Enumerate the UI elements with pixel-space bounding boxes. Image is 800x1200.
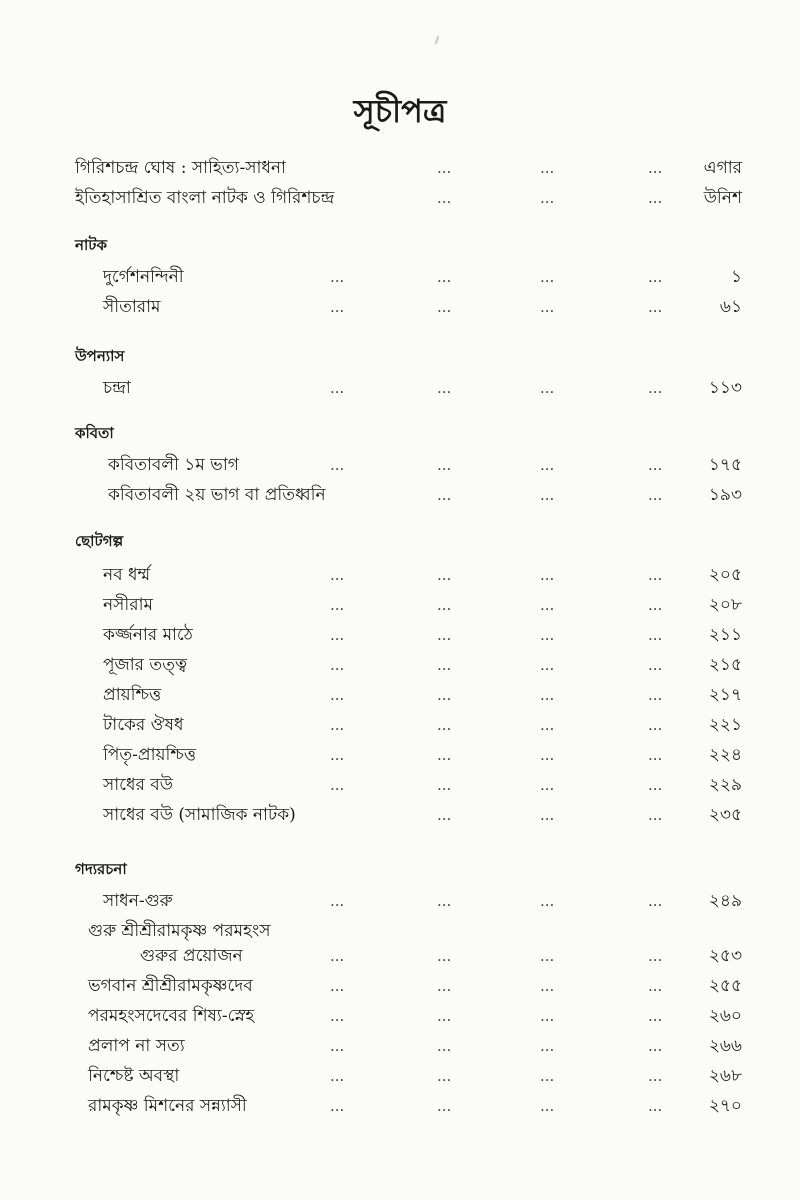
toc-entry <box>0 712 800 742</box>
leader-dots: ... <box>330 1067 345 1085</box>
leader-dots: ... <box>648 947 663 965</box>
leader-dots: ... <box>437 686 452 704</box>
leader-dots: ... <box>648 686 663 704</box>
toc-entry <box>0 888 800 918</box>
page-number: ২৬৬ <box>708 1036 742 1056</box>
toc-entry <box>0 943 800 973</box>
leader-dots: ... <box>540 298 555 316</box>
entry-title: পিতৃ-প্রায়শ্চিত্ত <box>103 745 197 765</box>
leader-dots: ... <box>330 1097 345 1115</box>
leader-dots: ... <box>648 892 663 910</box>
page-number: এগার <box>703 158 742 178</box>
leader-dots: ... <box>437 656 452 674</box>
leader-dots: ... <box>648 268 663 286</box>
page-number: ২২৪ <box>708 745 742 765</box>
entry-title: ভগবান শ্রীশ্রীরামকৃষ্ণদেব <box>88 976 253 996</box>
page-number: ২৫৩ <box>708 946 742 966</box>
entry-title: পরমহংসদেবের শিষ্য-স্নেহ <box>88 1006 255 1026</box>
leader-dots: ... <box>648 298 663 316</box>
leader-dots: ... <box>437 456 452 474</box>
toc-entry <box>0 1063 800 1093</box>
leader-dots: ... <box>330 746 345 764</box>
leader-dots: ... <box>437 716 452 734</box>
toc-entry <box>0 652 800 682</box>
entry-title: দুর্গেশনন্দিনী <box>103 267 184 287</box>
page-number: ২১৫ <box>708 655 742 675</box>
leader-dots: ... <box>540 189 555 207</box>
toc-entry <box>0 562 800 592</box>
leader-dots: ... <box>648 1067 663 1085</box>
leader-dots: ... <box>540 656 555 674</box>
toc-entry <box>0 155 800 185</box>
leader-dots: ... <box>437 159 452 177</box>
page-number: ২৬০ <box>708 1006 742 1026</box>
leader-dots: ... <box>437 977 452 995</box>
leader-dots: ... <box>648 1037 663 1055</box>
entry-title: চন্দ্রা <box>103 378 131 398</box>
leader-dots: ... <box>330 379 345 397</box>
toc-entry <box>0 592 800 622</box>
leader-dots: ... <box>330 716 345 734</box>
leader-dots: ... <box>437 1097 452 1115</box>
leader-dots: ... <box>330 298 345 316</box>
entry-title: নসীরাম <box>103 595 153 615</box>
leader-dots: ... <box>540 566 555 584</box>
leader-dots: ... <box>648 776 663 794</box>
toc-entry <box>0 772 800 802</box>
leader-dots: ... <box>330 596 345 614</box>
leader-dots: ... <box>540 977 555 995</box>
page-number: ২৪৯ <box>708 891 742 911</box>
leader-dots: ... <box>330 892 345 910</box>
page-number: ২০৮ <box>708 595 742 615</box>
leader-dots: ... <box>648 1097 663 1115</box>
paper-mark <box>435 36 440 44</box>
leader-dots: ... <box>540 159 555 177</box>
leader-dots: ... <box>540 1097 555 1115</box>
page-number: ২০৫ <box>708 565 742 585</box>
page-number: ১৯৩ <box>708 485 742 505</box>
leader-dots: ... <box>540 806 555 824</box>
leader-dots: ... <box>540 892 555 910</box>
toc-entry <box>0 294 800 324</box>
entry-title: পূজার তত্ত্ব <box>103 655 188 675</box>
leader-dots: ... <box>437 596 452 614</box>
leader-dots: ... <box>648 626 663 644</box>
leader-dots: ... <box>540 1067 555 1085</box>
leader-dots: ... <box>540 776 555 794</box>
toc-entry <box>0 375 800 405</box>
leader-dots: ... <box>330 456 345 474</box>
leader-dots: ... <box>540 716 555 734</box>
entry-title: রামকৃষ্ণ মিশনের সন্ন্যাসী <box>88 1096 247 1116</box>
entry-title: গিরিশচন্দ্র ঘোষ : সাহিত্য-সাধনা <box>75 158 286 178</box>
entry-title: নব ধর্ম্ম <box>103 565 151 585</box>
leader-dots: ... <box>648 596 663 614</box>
leader-dots: ... <box>648 977 663 995</box>
leader-dots: ... <box>437 189 452 207</box>
page-number: ২৭০ <box>708 1096 742 1116</box>
page-number: ২৬৮ <box>708 1066 742 1086</box>
toc-entry <box>0 682 800 712</box>
leader-dots: ... <box>437 776 452 794</box>
leader-dots: ... <box>648 746 663 764</box>
leader-dots: ... <box>648 1007 663 1025</box>
leader-dots: ... <box>437 268 452 286</box>
page-number: ১ <box>730 267 742 287</box>
section-heading: নাটক <box>75 236 107 254</box>
leader-dots: ... <box>330 947 345 965</box>
entry-title: সাধের বউ (সামাজিক নাটক) <box>103 805 296 825</box>
toc-entry <box>0 973 800 1003</box>
entry-title: গুরু শ্রীশ্রীরামকৃষ্ণ পরমহংস <box>88 921 271 941</box>
leader-dots: ... <box>330 656 345 674</box>
leader-dots: ... <box>437 566 452 584</box>
toc-entry <box>0 1003 800 1033</box>
leader-dots: ... <box>437 379 452 397</box>
toc-entry <box>0 452 800 482</box>
page-number: ২৩৫ <box>708 805 742 825</box>
leader-dots: ... <box>437 1037 452 1055</box>
entry-title: কবিতাবলী ১ম ভাগ <box>108 455 239 475</box>
entry-title: সাধের বউ <box>103 775 173 795</box>
page-title: সূচীপত্র <box>353 92 447 130</box>
leader-dots: ... <box>437 746 452 764</box>
leader-dots: ... <box>437 806 452 824</box>
toc-entry <box>0 482 800 512</box>
leader-dots: ... <box>648 656 663 674</box>
entry-title: কর্জ্জনার মাঠে <box>103 625 193 645</box>
leader-dots: ... <box>540 379 555 397</box>
page-number: ১১৩ <box>708 378 742 398</box>
page-number: ২১৭ <box>708 685 742 705</box>
leader-dots: ... <box>648 806 663 824</box>
leader-dots: ... <box>648 189 663 207</box>
leader-dots: ... <box>540 1007 555 1025</box>
entry-title: প্রলাপ না সত্য <box>88 1036 185 1056</box>
toc-entry <box>0 802 800 832</box>
leader-dots: ... <box>540 947 555 965</box>
toc-entry <box>0 622 800 652</box>
leader-dots: ... <box>540 486 555 504</box>
toc-entry <box>0 264 800 294</box>
section-heading: কবিতা <box>75 424 114 442</box>
leader-dots: ... <box>648 716 663 734</box>
leader-dots: ... <box>330 1007 345 1025</box>
entry-title: সীতারাম <box>103 297 161 317</box>
leader-dots: ... <box>437 947 452 965</box>
page-number: ২২৯ <box>708 775 742 795</box>
leader-dots: ... <box>648 456 663 474</box>
leader-dots: ... <box>648 379 663 397</box>
entry-title: গুরুর প্রয়োজন <box>140 946 243 966</box>
entry-title: কবিতাবলী ২য় ভাগ বা প্রতিধ্বনি <box>108 485 326 505</box>
leader-dots: ... <box>540 626 555 644</box>
leader-dots: ... <box>330 1037 345 1055</box>
leader-dots: ... <box>437 1067 452 1085</box>
toc-entry <box>0 1033 800 1063</box>
section-heading: উপন্যাস <box>75 347 125 365</box>
leader-dots: ... <box>437 892 452 910</box>
entry-title: সাধন-গুরু <box>103 891 173 911</box>
entry-title: নিশ্চেষ্ট অবস্থা <box>88 1066 180 1086</box>
section-heading: ছোটগল্প <box>75 532 124 550</box>
page-number: উনিশ <box>703 188 742 208</box>
page-number: ২১১ <box>708 625 742 645</box>
leader-dots: ... <box>540 268 555 286</box>
leader-dots: ... <box>540 746 555 764</box>
leader-dots: ... <box>330 566 345 584</box>
toc-entry <box>0 185 800 215</box>
entry-title: প্রায়শ্চিত্ত <box>103 685 162 705</box>
leader-dots: ... <box>330 776 345 794</box>
toc-entry <box>0 742 800 772</box>
page-number: ২২১ <box>708 715 742 735</box>
section-heading: গদ্যরচনা <box>75 860 127 878</box>
leader-dots: ... <box>437 626 452 644</box>
page-number: ৬১ <box>719 297 742 317</box>
leader-dots: ... <box>437 1007 452 1025</box>
leader-dots: ... <box>648 566 663 584</box>
leader-dots: ... <box>540 456 555 474</box>
leader-dots: ... <box>330 686 345 704</box>
page-number: ২৫৫ <box>708 976 742 996</box>
leader-dots: ... <box>330 268 345 286</box>
page-number: ১৭৫ <box>708 455 742 475</box>
toc-entry <box>0 1093 800 1123</box>
leader-dots: ... <box>437 486 452 504</box>
entry-title: টাকের ঔষধ <box>103 715 184 735</box>
leader-dots: ... <box>540 596 555 614</box>
leader-dots: ... <box>540 1037 555 1055</box>
leader-dots: ... <box>540 686 555 704</box>
leader-dots: ... <box>330 977 345 995</box>
leader-dots: ... <box>648 486 663 504</box>
entry-title: ইতিহাসাশ্রিত বাংলা নাটক ও গিরিশচন্দ্র <box>75 188 335 208</box>
leader-dots: ... <box>437 298 452 316</box>
leader-dots: ... <box>648 159 663 177</box>
leader-dots: ... <box>330 626 345 644</box>
